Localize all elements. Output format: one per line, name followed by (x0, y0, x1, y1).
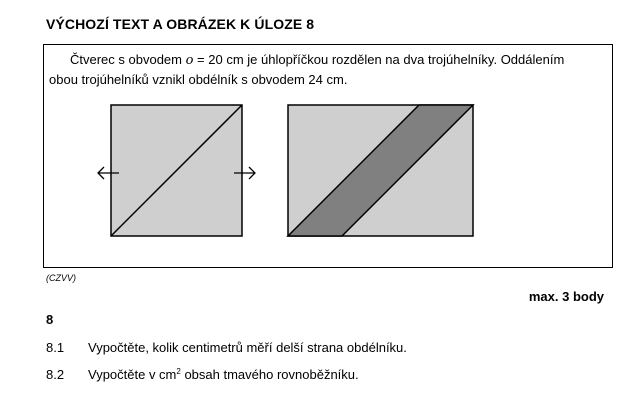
intro-line-1 (49, 50, 609, 70)
max-points: max. 3 body (528, 289, 604, 304)
subtask-number: 8.2 (46, 367, 65, 382)
intro-line-1-b: 20 cm je úhlopříčkou rozdělen na dva trojúhelníky. Oddálením (208, 52, 565, 67)
page-title: VÝCHOZÍ TEXT A OBRÁZEK K ÚLOZE 8 (46, 16, 315, 32)
subtask-text: Vypočtěte, kolik centimetrů měří delší strana obdélníku. (88, 340, 407, 355)
intro-line-2: obou trojúhelníků vznikl obdélník s obvodem 24 cm. (49, 72, 348, 87)
intro-text (49, 50, 609, 89)
square-with-diagonal (111, 105, 242, 236)
subtask-text-a: Vypočtěte v cm (88, 367, 177, 382)
subtask-text-b: obsah tmavého rovnoběžníku. (180, 367, 359, 382)
geometry-figure (90, 100, 490, 242)
subtask-number: 8.1 (46, 340, 65, 355)
unit-exponent: 2 (176, 367, 181, 376)
intro-line-1-a: Čtverec s obvodem (70, 52, 186, 67)
source-label: (CZVV) (46, 273, 76, 283)
equals-sign: = (193, 52, 209, 67)
task-number: 8 (46, 312, 54, 327)
perimeter-variable: o (185, 53, 194, 68)
rectangle-with-parallelogram (288, 105, 473, 236)
subtask-8-2 (46, 367, 359, 382)
subtask-8-1 (46, 340, 407, 355)
